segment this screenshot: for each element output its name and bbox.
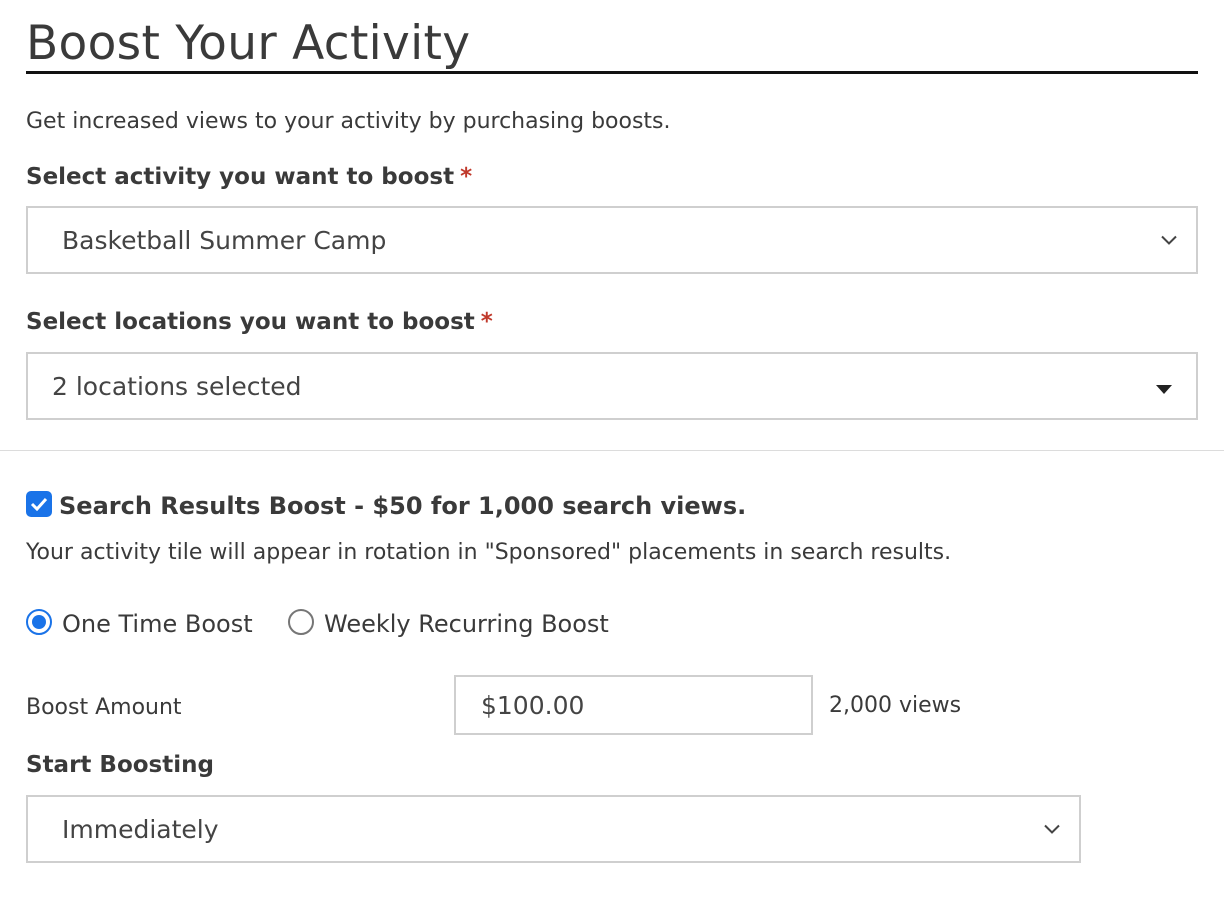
one-time-boost-label[interactable]: One Time Boost <box>62 610 253 638</box>
checkmark-icon <box>30 497 48 511</box>
required-marker: * <box>460 164 473 190</box>
chevron-down-icon <box>1160 231 1178 250</box>
weekly-recurring-boost-radio[interactable] <box>288 609 314 635</box>
one-time-boost-radio[interactable] <box>26 609 52 635</box>
page-title: Boost Your Activity <box>26 16 471 71</box>
chevron-down-icon <box>1043 820 1061 839</box>
locations-select-value: 2 locations selected <box>52 371 302 401</box>
activity-select[interactable] <box>26 206 1198 274</box>
start-boosting-select[interactable] <box>26 795 1081 863</box>
locations-label-text: Select locations you want to boost <box>26 309 475 335</box>
boost-amount-input[interactable] <box>454 675 813 735</box>
start-boosting-value: Immediately <box>62 814 219 844</box>
locations-field-label <box>26 305 493 339</box>
views-estimate: 2,000 views <box>829 693 962 718</box>
weekly-recurring-boost-label[interactable]: Weekly Recurring Boost <box>324 610 609 638</box>
activity-label-text: Select activity you want to boost <box>26 164 455 190</box>
title-underline <box>26 71 1198 74</box>
activity-field-label <box>26 160 472 194</box>
search-boost-description: Your activity tile will appear in rotation in "Sponsored" placements in search results. <box>26 540 952 565</box>
start-boosting-label: Start Boosting <box>26 752 214 778</box>
search-boost-title: Search Results Boost - $50 for 1,000 search views. <box>59 492 747 520</box>
section-divider <box>0 450 1224 451</box>
required-marker: * <box>480 309 493 335</box>
intro-text: Get increased views to your activity by purchasing boosts. <box>26 109 671 134</box>
activity-select-value: Basketball Summer Camp <box>62 225 387 255</box>
caret-down-icon <box>1156 380 1172 399</box>
search-boost-checkbox[interactable] <box>26 491 52 517</box>
boost-amount-value: $100.00 <box>481 690 585 720</box>
locations-select[interactable] <box>26 352 1198 420</box>
boost-amount-label: Boost Amount <box>26 695 182 720</box>
